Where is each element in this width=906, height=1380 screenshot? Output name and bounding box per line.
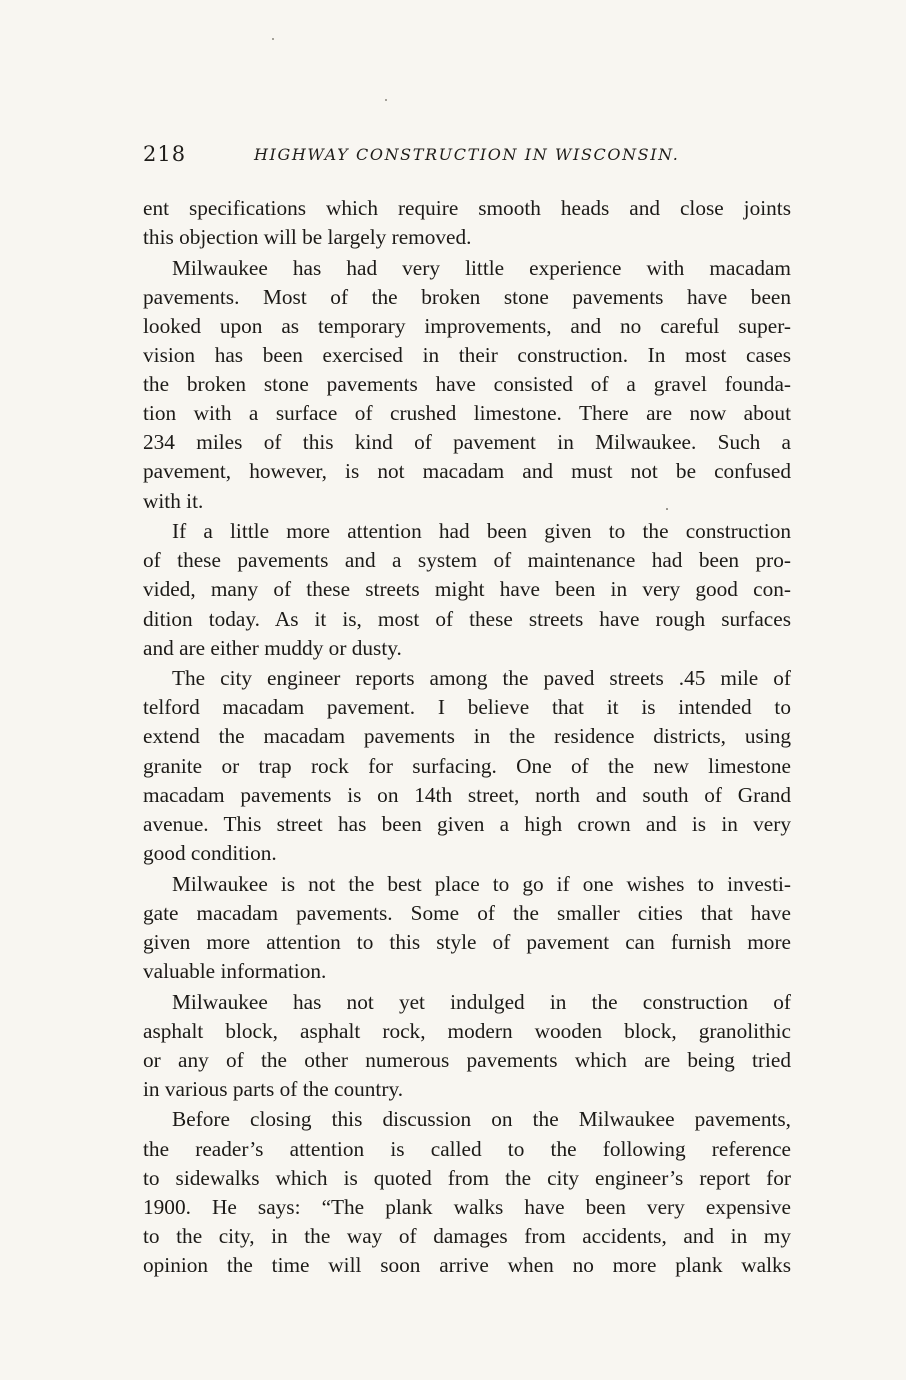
running-head: HIGHWAY CONSTRUCTION IN WISCONSIN.: [254, 145, 680, 164]
text-line: to the city, in the way of damages from accidents, and in my: [143, 1223, 791, 1248]
text-line: good condition.: [143, 840, 277, 865]
text-line: given more attention to this style of pavement can furnish more: [143, 929, 791, 954]
text-line: The city engineer reports among the paved streets .45 mile of: [172, 666, 791, 691]
text-line: dition today. As it is, most of these streets have rough surfaces: [143, 606, 791, 631]
paragraph-2: [143, 254, 791, 516]
text-line: vision has been exercised in their construction. In most cases: [143, 343, 791, 368]
page-number: 218: [143, 142, 187, 166]
text-line: the reader’s attention is called to the following reference: [143, 1136, 791, 1161]
text-line: telford macadam pavement. I believe that it is intended to: [143, 695, 791, 720]
text-line: of these pavements and a system of maintenance had been pro-: [143, 548, 791, 573]
text-line: Milwaukee has not yet indulged in the construction of: [172, 989, 791, 1014]
text-line: asphalt block, asphalt rock, modern wooden block, granolithic: [143, 1018, 791, 1043]
text-line: macadam pavements is on 14th street, north and south of Grand: [143, 782, 791, 807]
body-text: [143, 194, 791, 1282]
paragraph-1: [143, 194, 791, 252]
text-line: this objection will be largely removed.: [143, 225, 472, 250]
text-line: avenue. This street has been given a high crown and is in very: [143, 811, 791, 836]
paragraph-3: [143, 517, 791, 662]
text-line: granite or trap rock for surfacing. One of the new limestone: [143, 753, 791, 778]
text-line: tion with a surface of crushed limestone. There are now about: [143, 401, 791, 426]
paragraph-7: [143, 1105, 791, 1280]
paragraph-4: [143, 664, 791, 868]
paragraph-5: [143, 870, 791, 986]
text-line: ent specifications which require smooth heads and close joints: [143, 196, 791, 220]
text-line: vided, many of these streets might have been in very good con-: [143, 577, 791, 602]
text-line: 234 miles of this kind of pavement in Milwaukee. Such a: [143, 430, 791, 455]
text-line: looked upon as temporary improvements, and no careful super-: [143, 313, 791, 338]
text-line: opinion the time will soon arrive when no more plank walks: [143, 1252, 791, 1277]
text-line: pavement, however, is not macadam and must not be confused: [143, 459, 791, 484]
text-line: Milwaukee has had very little experience with macadam: [172, 255, 791, 280]
text-line: pavements. Most of the broken stone pavements have been: [143, 284, 791, 309]
text-line: or any of the other numerous pavements which are being tried: [143, 1047, 791, 1072]
text-line: the broken stone pavements have consisted of a gravel founda-: [143, 372, 791, 397]
text-line: and are either muddy or dusty.: [143, 635, 402, 660]
text-line: with it.: [143, 488, 204, 513]
text-line: gate macadam pavements. Some of the smaller cities that have: [143, 900, 791, 925]
text-line: Milwaukee is not the best place to go if one wishes to investi-: [172, 871, 791, 896]
text-line: If a little more attention had been given to the construction: [172, 519, 791, 544]
paper-speck: [385, 99, 387, 101]
text-line: in various parts of the country.: [143, 1076, 404, 1101]
text-line: extend the macadam pavements in the residence districts, using: [143, 724, 791, 749]
page-header: [143, 142, 791, 172]
text-line: to sidewalks which is quoted from the city engineer’s report for: [143, 1165, 791, 1190]
paragraph-6: [143, 988, 791, 1104]
text-line: 1900. He says: “The plank walks have been very expensive: [143, 1194, 791, 1219]
text-line: Before closing this discussion on the Milwaukee pavements,: [172, 1107, 791, 1132]
text-line: valuable information.: [143, 958, 327, 983]
paper-speck: [272, 38, 274, 40]
